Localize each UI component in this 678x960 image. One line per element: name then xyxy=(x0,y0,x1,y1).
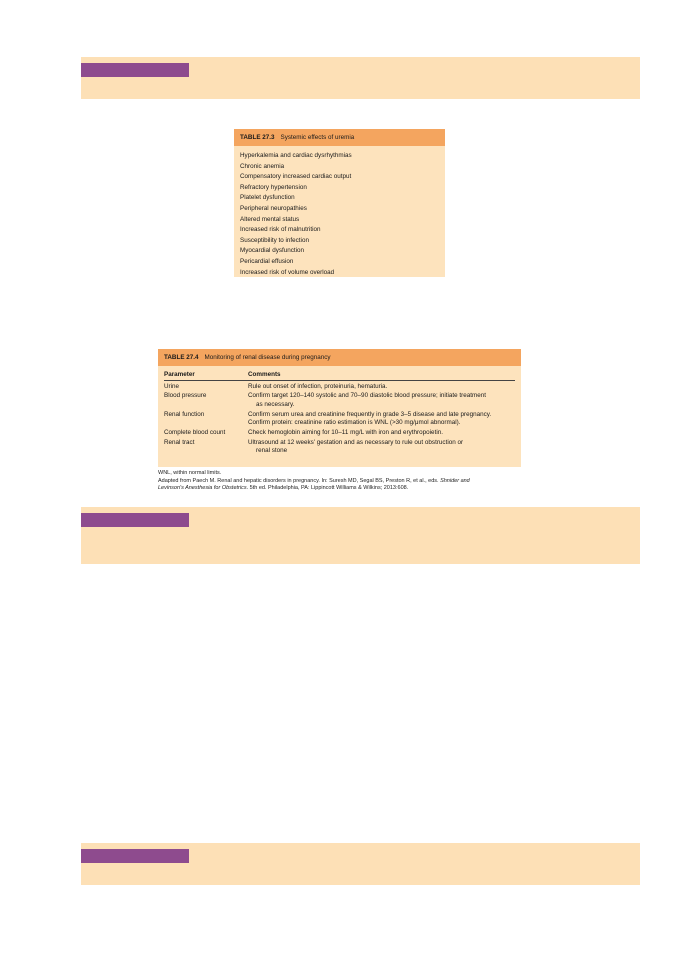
table-27-4 xyxy=(158,349,521,467)
table-number: TABLE 27.4 xyxy=(164,354,199,361)
table-row xyxy=(164,391,515,409)
list-item: Refractory hypertension xyxy=(240,183,307,191)
section-tag-1 xyxy=(81,63,189,77)
list-item: Hyperkalemia and cardiac dysrhythmias xyxy=(240,152,352,159)
section-band-1 xyxy=(81,57,640,99)
comment-line: Confirm serum urea and creatinine frequently in grade 3–5 disease and late pregnancy. xyxy=(248,410,492,418)
comment-line: Confirm protein: creatinine ratio estimation is WNL (>30 mg/μmol abnormal). xyxy=(248,419,461,427)
list-item: Pericardial effusion xyxy=(240,257,294,265)
column-header-comments: Comments xyxy=(248,371,281,378)
comment-line: Rule out onset of infection, proteinuria, hematuria. xyxy=(248,382,388,390)
column-header-parameter: Parameter xyxy=(164,371,195,378)
section-band-3 xyxy=(81,843,640,885)
source-book-title: Levinson's Anesthesia for Obstetrics xyxy=(158,485,247,492)
table-title: Monitoring of renal disease during pregnancy xyxy=(204,354,331,361)
row-comments xyxy=(248,411,515,428)
list-item: Myocardial dysfunction xyxy=(240,247,305,255)
table-number: TABLE 27.3 xyxy=(240,134,275,141)
table-row xyxy=(164,409,515,427)
source-text: Adapted from Paech M. Renal and hepatic disorders in pregnancy. In: Suresh MD, Segal BS, Preston R, et al., eds. xyxy=(158,477,441,484)
list-item: Susceptibility to infection xyxy=(240,236,309,244)
section-tag-2 xyxy=(81,513,189,527)
row-parameter: Renal tract xyxy=(164,438,195,446)
comment-line: Confirm target 120–140 systolic and 70–90 diastolic blood pressure; initiate treatment xyxy=(248,392,487,400)
abbreviation-note: WNL, within normal limits. xyxy=(158,470,222,476)
section-tag-3 xyxy=(81,849,189,863)
table-title: Systemic effects of uremia xyxy=(280,134,355,141)
list-item: Platelet dysfunction xyxy=(240,194,295,202)
source-book-title: Shnider and xyxy=(440,477,470,484)
comment-line: Ultrasound at 12 weeks' gestation and as necessary to rule out obstruction or xyxy=(248,438,464,446)
source-text: . 5th ed. Philadelphia, PA: Lippincott Williams & Wilkins; 2013:608. xyxy=(246,485,409,492)
uremia-effects-list xyxy=(234,146,445,278)
list-item: Compensatory increased cardiac output xyxy=(240,173,352,181)
comment-line: as necessary. xyxy=(256,400,295,408)
table-27-3-header xyxy=(234,129,445,146)
monitoring-grid xyxy=(158,366,521,456)
row-comments xyxy=(248,429,515,437)
table-27-3 xyxy=(234,129,445,277)
row-comments xyxy=(248,439,515,456)
row-comments xyxy=(248,383,515,391)
list-item: Increased risk of volume overload xyxy=(240,268,335,276)
source-note-line-2 xyxy=(158,485,538,493)
list-item: Increased risk of malnutrition xyxy=(240,226,321,234)
list-item: Peripheral neuropathies xyxy=(240,204,307,212)
table-row xyxy=(164,381,515,391)
row-parameter: Urine xyxy=(164,382,180,390)
comment-line: renal stone xyxy=(256,447,288,455)
table-27-4-header xyxy=(158,349,521,366)
table-row xyxy=(164,428,515,438)
row-comments xyxy=(248,392,515,409)
list-item: Chronic anemia xyxy=(240,162,285,170)
source-note-line-1 xyxy=(158,478,538,486)
section-band-2 xyxy=(81,507,640,564)
row-parameter: Blood pressure xyxy=(164,392,207,400)
row-parameter: Complete blood count xyxy=(164,429,226,437)
table-footnotes xyxy=(158,470,538,493)
comment-line: Check hemoglobin aiming for 10–11 mg/L with iron and erythropoietin. xyxy=(248,429,443,437)
list-item: Altered mental status xyxy=(240,215,300,223)
column-headers xyxy=(164,370,515,381)
row-parameter: Renal function xyxy=(164,410,205,418)
table-row xyxy=(164,437,515,455)
